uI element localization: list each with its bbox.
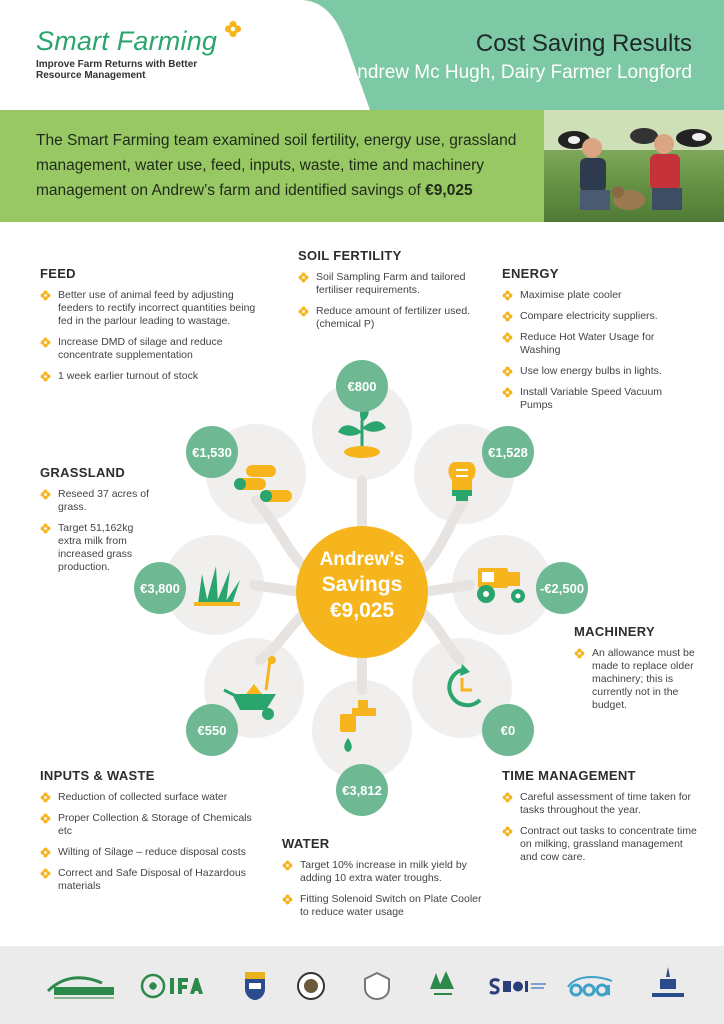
bullet-list: [40, 488, 150, 574]
bullet-text: Use low energy bulbs in lights.: [520, 365, 662, 377]
bullet-text: Reduction of collected surface water: [58, 791, 228, 803]
bullet-item: [574, 647, 704, 712]
bullet-item: [502, 825, 702, 864]
bullet-list: [282, 859, 482, 919]
logo-crest: [362, 968, 392, 1004]
bullet-text: Install Variable Speed Vacuum Pumps: [520, 386, 663, 411]
bullet-list: [40, 791, 260, 893]
bulb-icon: [448, 462, 475, 501]
brand-name: Smart Farming: [36, 26, 218, 56]
bullet-item: [40, 791, 260, 804]
section-grassland: [40, 465, 150, 582]
page-title: Cost Saving Results: [475, 30, 692, 57]
seal-logo-image: [296, 971, 326, 1001]
bullet-item: [502, 310, 682, 323]
section-title: INPUTS & WASTE: [40, 768, 155, 783]
section-title: FEED: [40, 266, 76, 281]
section-feed: [40, 266, 262, 391]
bullet-text: Reduce amount of fertilizer used. (chemical P): [316, 305, 471, 330]
bullet-text: Target 51,162kg extra milk from increased grass production.: [58, 522, 134, 573]
logo-ifa: [140, 968, 204, 1004]
flower-bullet-icon: [574, 648, 585, 659]
bullet-text: Wilting of Silage – reduce disposal costs: [58, 846, 246, 858]
bullet-text: Correct and Safe Disposal of Hazardous materials: [58, 867, 246, 892]
section-title: GRASSLAND: [40, 465, 126, 480]
bullet-text: Careful assessment of time taken for tasks throughout the year.: [520, 791, 691, 816]
brand-tagline: Improve Farm Returns with Better Resource Management: [36, 59, 198, 81]
bullet-text: Increase DMD of silage and reduce concentrate supplementation: [58, 336, 223, 361]
bullet-text: Compare electricity suppliers.: [520, 310, 658, 322]
bullet-item: [40, 289, 262, 328]
bullet-list: [40, 289, 262, 383]
flower-bullet-icon: [40, 337, 51, 348]
badge-inputs: €550: [186, 704, 238, 756]
section-machinery: [574, 624, 704, 720]
flower-bullet-icon: [298, 272, 309, 283]
partner-logos-footer: [0, 946, 724, 1024]
badge-feed: €1,530: [186, 426, 238, 478]
badge-machinery: -€2,500: [536, 562, 588, 614]
forest-logo-image: [428, 969, 458, 1003]
logo-seai: [488, 968, 548, 1004]
section-time-management: [502, 768, 702, 872]
flower-bullet-icon: [40, 868, 51, 879]
bullet-item: [282, 859, 482, 885]
flower-bullet-icon: [40, 489, 51, 500]
section-title: MACHINERY: [574, 624, 655, 639]
flower-bullet-icon: [502, 387, 513, 398]
section-soil-fertility: [298, 248, 478, 339]
bullet-text: Soil Sampling Farm and tailored fertiliser requirements.: [316, 271, 466, 296]
intro-text-body: The Smart Farming team examined soil fertility, energy use, grassland management, water use, feed, inputs, waste, time and machinery management on Andrew’s farm and identified savings of: [36, 132, 517, 199]
logo-teagasc: [44, 968, 124, 1004]
bullet-list: [574, 647, 704, 712]
section-title: ENERGY: [502, 266, 559, 281]
badge-energy: €1,528: [482, 426, 534, 478]
logo-epa: [566, 968, 616, 1004]
bullet-item: [40, 336, 262, 362]
logo-dept: [648, 968, 688, 1004]
center-line3: €9,025: [329, 599, 395, 622]
badge-grassland: €3,800: [134, 562, 186, 614]
bullet-list: [502, 289, 682, 412]
bullet-text: Contract out tasks to concentrate time on milking, grassland management and cow care.: [520, 825, 697, 863]
bullet-text: An allowance must be made to replace older machinery; this is currently not in the budget.: [592, 647, 695, 711]
bullet-text: Reduce Hot Water Usage for Washing: [520, 331, 655, 356]
dept-logo-image: [648, 965, 688, 1007]
flower-bullet-icon: [502, 366, 513, 377]
bullet-item: [502, 365, 682, 378]
flower-bullet-icon: [282, 860, 293, 871]
intro-total: €9,025: [425, 182, 473, 199]
section-title: WATER: [282, 836, 330, 851]
bullet-item: [40, 370, 262, 383]
seai-logo-image: [488, 976, 548, 996]
bullet-text: Maximise plate cooler: [520, 289, 622, 301]
bullet-text: Target 10% increase in milk yield by adding 10 extra water troughs.: [300, 859, 467, 884]
flower-bullet-icon: [502, 792, 513, 803]
logo-seal: [296, 968, 326, 1004]
bullet-text: Better use of animal feed by adjusting feeders to rectify incorrect quantities being fed in the parlour leading to wastage.: [58, 289, 256, 327]
bullet-item: [40, 846, 260, 859]
flower-bullet-icon: [298, 306, 309, 317]
flower-bullet-icon: [40, 792, 51, 803]
flower-bullet-icon: [40, 371, 51, 382]
bullet-item: [502, 289, 682, 302]
flower-bullet-icon: [502, 332, 513, 343]
crest-logo-image: [362, 971, 392, 1001]
logo-ucd: [244, 968, 266, 1004]
bullet-list: [298, 271, 478, 331]
bullet-item: [298, 271, 478, 297]
section-title: TIME MANAGEMENT: [502, 768, 636, 783]
flower-bullet-icon: [40, 290, 51, 301]
teagasc-logo-image: [44, 969, 124, 1003]
center-line2: Savings: [321, 573, 403, 596]
flower-bullet-icon: [502, 290, 513, 301]
badge-water: €3,812: [336, 764, 388, 816]
bullet-item: [40, 522, 150, 574]
total-savings-circle: [296, 526, 428, 658]
flower-bullet-icon: [502, 826, 513, 837]
bullet-item: [298, 305, 478, 331]
flower-bullet-icon: [40, 847, 51, 858]
badge-soil: €800: [336, 360, 388, 412]
badge-time: €0: [482, 704, 534, 756]
page-subtitle: Andrew Mc Hugh, Dairy Farmer Longford: [344, 62, 692, 83]
center-line1: Andrew’s: [319, 549, 405, 570]
bullet-item: [40, 488, 150, 514]
flower-bullet-icon: [502, 311, 513, 322]
section-water: [282, 836, 482, 927]
bullet-item: [502, 386, 682, 412]
section-energy: [502, 266, 682, 420]
epa-logo-image: [566, 973, 616, 999]
bullet-text: Reseed 37 acres of grass.: [58, 488, 150, 513]
bullet-item: [282, 893, 482, 919]
section-inputs-waste: [40, 768, 260, 901]
bullet-list: [502, 791, 702, 864]
flower-bullet-icon: [40, 523, 51, 534]
bullet-text: Fitting Solenoid Switch on Plate Cooler to reduce water usage: [300, 893, 482, 918]
flower-bullet-icon: [282, 894, 293, 905]
bullet-text: 1 week earlier turnout of stock: [58, 370, 199, 382]
bullet-item: [502, 791, 702, 817]
bullet-item: [502, 331, 682, 357]
ucd-logo-image: [244, 971, 266, 1001]
bullet-item: [40, 867, 260, 893]
bullet-text: Proper Collection & Storage of Chemicals etc: [58, 812, 252, 837]
ifa-logo-image: [140, 971, 204, 1001]
flower-bullet-icon: [40, 813, 51, 824]
logo-forest: [428, 968, 458, 1004]
bullet-item: [40, 812, 260, 838]
section-title: SOIL FERTILITY: [298, 248, 402, 263]
